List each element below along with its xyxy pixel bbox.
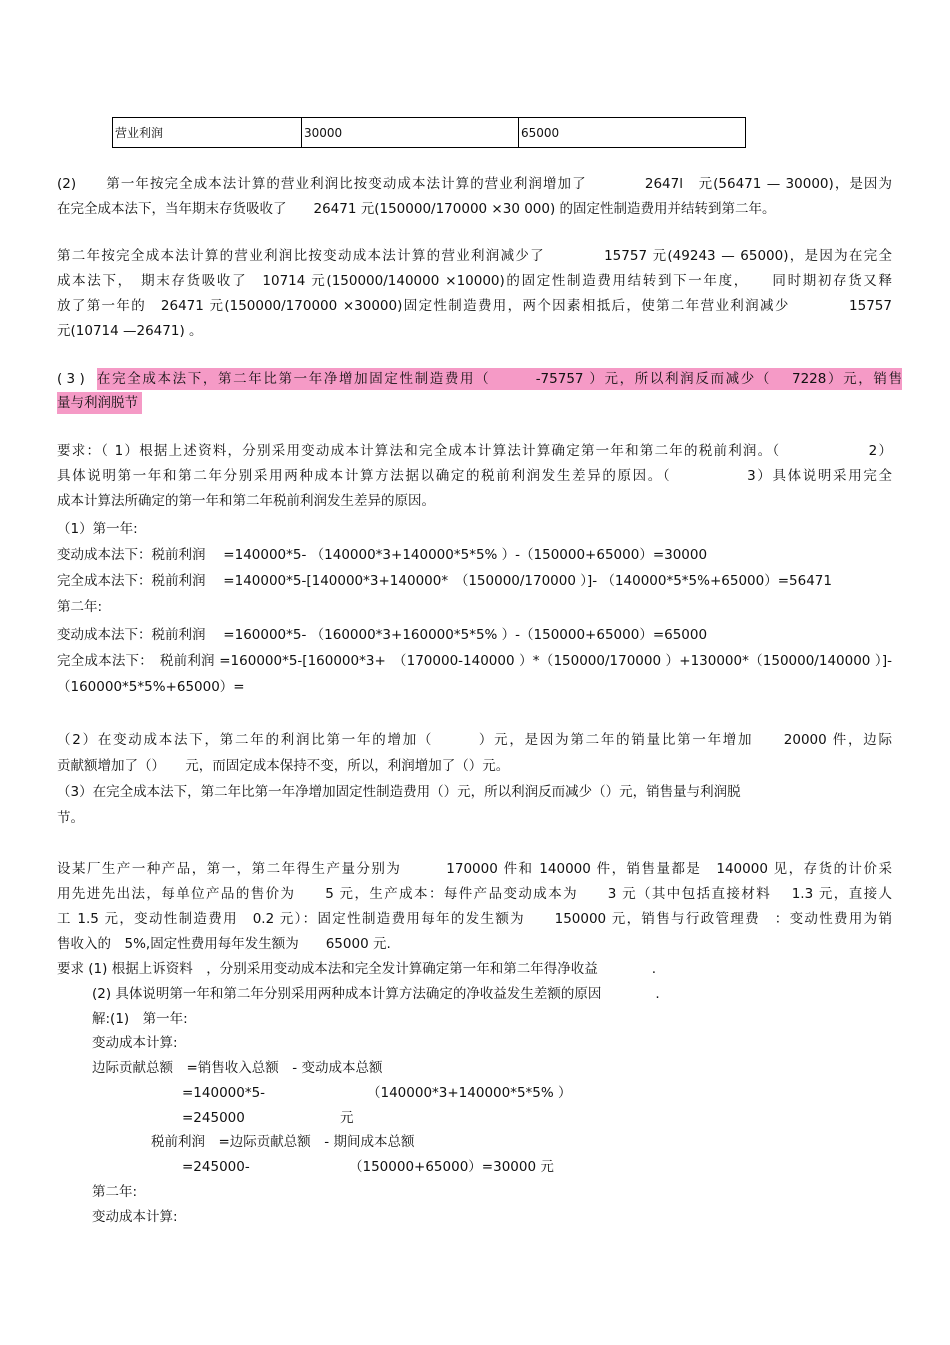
calc-year1-full: 完全成本法下：税前利润 =140000*5-[140000*3+140000* （150000/170000 ）]- （140000*5*5%+65000）=56471 [57, 573, 832, 589]
req-line3: 成本计算法所确定的第一年和第二年税前利润发生差异的原因。 [57, 493, 435, 509]
para2b-line2: 成本法下， 期末存货吸收了 10714 元(150000/140000 ×10000)的固定性制造费用结转到下一年度， 同时期初存货又释 [57, 273, 892, 289]
req-line1: 要求：（ 1）根据上述资料，分别采用变动成本计算法和完全成本计算法计算确定第一年和第二年的税前利润。（ 2） [57, 443, 892, 459]
sol-margin-label: 边际贡献总额 =销售收入总额 - 变动成本总额 [92, 1060, 383, 1076]
sol-margin-eq2-left: =245000 [182, 1110, 245, 1126]
ans-line4: 节。 [57, 810, 84, 826]
calc-year2-variable: 变动成本法下：税前利润 =160000*5- （160000*3+160000*5*5% ）-（150000+65000）=65000 [57, 627, 708, 643]
calc-year1-heading: （1）第一年: [57, 521, 138, 537]
problem-line3: 工 1.5 元，变动性制造费用 0.2 元）：固定性制造费用每年的发生额为 150000 元，销售与行政管理费 ：变动性费用为销 [57, 911, 892, 927]
table-cell-year1: 30000 [302, 118, 519, 148]
problem-line1: 设某厂生产一种产品，第一，第二年得生产量分别为 170000 件和 140000 件，销售量都是 140000 见，存货的计价采 [57, 861, 892, 877]
para3-highlight-line1: 在完全成本法下，第二年比第一年净增加固定性制造费用（ -75757 ）元，所以利润反而减少（ 7228）元，销售 [97, 368, 902, 390]
table-cell-label: 营业利润 [113, 118, 302, 148]
problem-line4: 售收入的 5%,固定性费用每年发生额为 65000 元. [57, 936, 391, 952]
table-cell-year2: 65000 [519, 118, 746, 148]
sol-requirement1: 要求 (1) 根据上诉资料 ，分别采用变动成本法和完全发计算确定第一年和第二年得净收益 . [57, 961, 656, 977]
calc-year2-full-line1: 完全成本法下： 税前利润 =160000*5-[160000*3+ （170000-140000 ）*（150000/170000 ）+130000*（150000/140000 ）]- [57, 653, 892, 669]
sol-requirement2: (2) 具体说明第一年和第二年分别采用两种成本计算方法确定的净收益发生差额的原因 . [92, 986, 660, 1002]
para2-line1: (2) 第一年按完全成本法计算的营业利润比按变动成本法计算的营业利润增加了 2647l 元(56471 — 30000)，是因为 [57, 176, 892, 192]
para3-highlight-line2: 量与利润脱节 [57, 392, 142, 414]
para3-number: ( 3 ) [57, 371, 85, 387]
sol-variable-calc-heading: 变动成本计算: [92, 1035, 178, 1051]
ans-line1: （2）在变动成本法下，第二年的利润比第一年的增加（ ）元，是因为第二年的销量比第一年增加 20000 件，边际 [57, 732, 892, 748]
ans-line3: （3）在完全成本法下，第二年比第一年净增加固定性制造费用（）元，所以利润反而减少（）元，销售量与利润脱 [57, 784, 741, 800]
para2-line2: 在完全成本法下，当年期末存货吸收了 26471 元(150000/170000 ×30 000) 的固定性制造费用并结转到第二年。 [57, 201, 776, 217]
calc-year2-full-line2: （160000*5*5%+65000）= [57, 679, 245, 695]
sol-profit-eq-right: （150000+65000）=30000 元 [349, 1159, 554, 1175]
table-row [113, 118, 746, 148]
sol-year2-variable-calc: 变动成本计算: [92, 1209, 178, 1225]
para2b-line4: 元(10714 —26471) 。 [57, 323, 203, 339]
ans-line2: 贡献额增加了（） 元，而固定成本保持不变，所以，利润增加了（）元。 [57, 758, 510, 774]
sol-profit-eq-left: =245000- [182, 1159, 250, 1175]
profit-table [112, 117, 746, 148]
para2b-line3: 放了第一年的 26471 元(150000/170000 ×30000)固定性制造费用，两个因素相抵后，使第二年营业利润减少 15757 [57, 298, 892, 314]
sol-margin-eq1-left: =140000*5- [182, 1085, 266, 1101]
sol-profit-label: 税前利润 =边际贡献总额 - 期间成本总额 [151, 1134, 415, 1150]
para2b-line1: 第二年按完全成本法计算的营业利润比按变动成本法计算的营业利润减少了 15757 元(49243 — 65000)，是因为在完全 [57, 248, 892, 264]
sol-margin-eq1-right: （140000*3+140000*5*5% ） [367, 1085, 572, 1101]
sol-jie: 解:(1) 第一年: [92, 1011, 188, 1027]
calc-year1-variable: 变动成本法下：税前利润 =140000*5- （140000*3+140000*5*5% ）-（150000+65000）=30000 [57, 547, 708, 563]
sol-year2-heading: 第二年: [92, 1184, 138, 1200]
req-line2: 具体说明第一年和第二年分别采用两种成本计算方法据以确定的税前利润发生差异的原因。（ 3）具体说明采用完全 [57, 468, 892, 484]
calc-year2-heading: 第二年: [57, 599, 103, 615]
problem-line2: 用先进先出法，每单位产品的售价为 5 元，生产成本：每件产品变动成本为 3 元（其中包括直接材料 1.3 元，直接人 [57, 886, 892, 902]
sol-margin-eq2-right: 元 [340, 1110, 354, 1126]
